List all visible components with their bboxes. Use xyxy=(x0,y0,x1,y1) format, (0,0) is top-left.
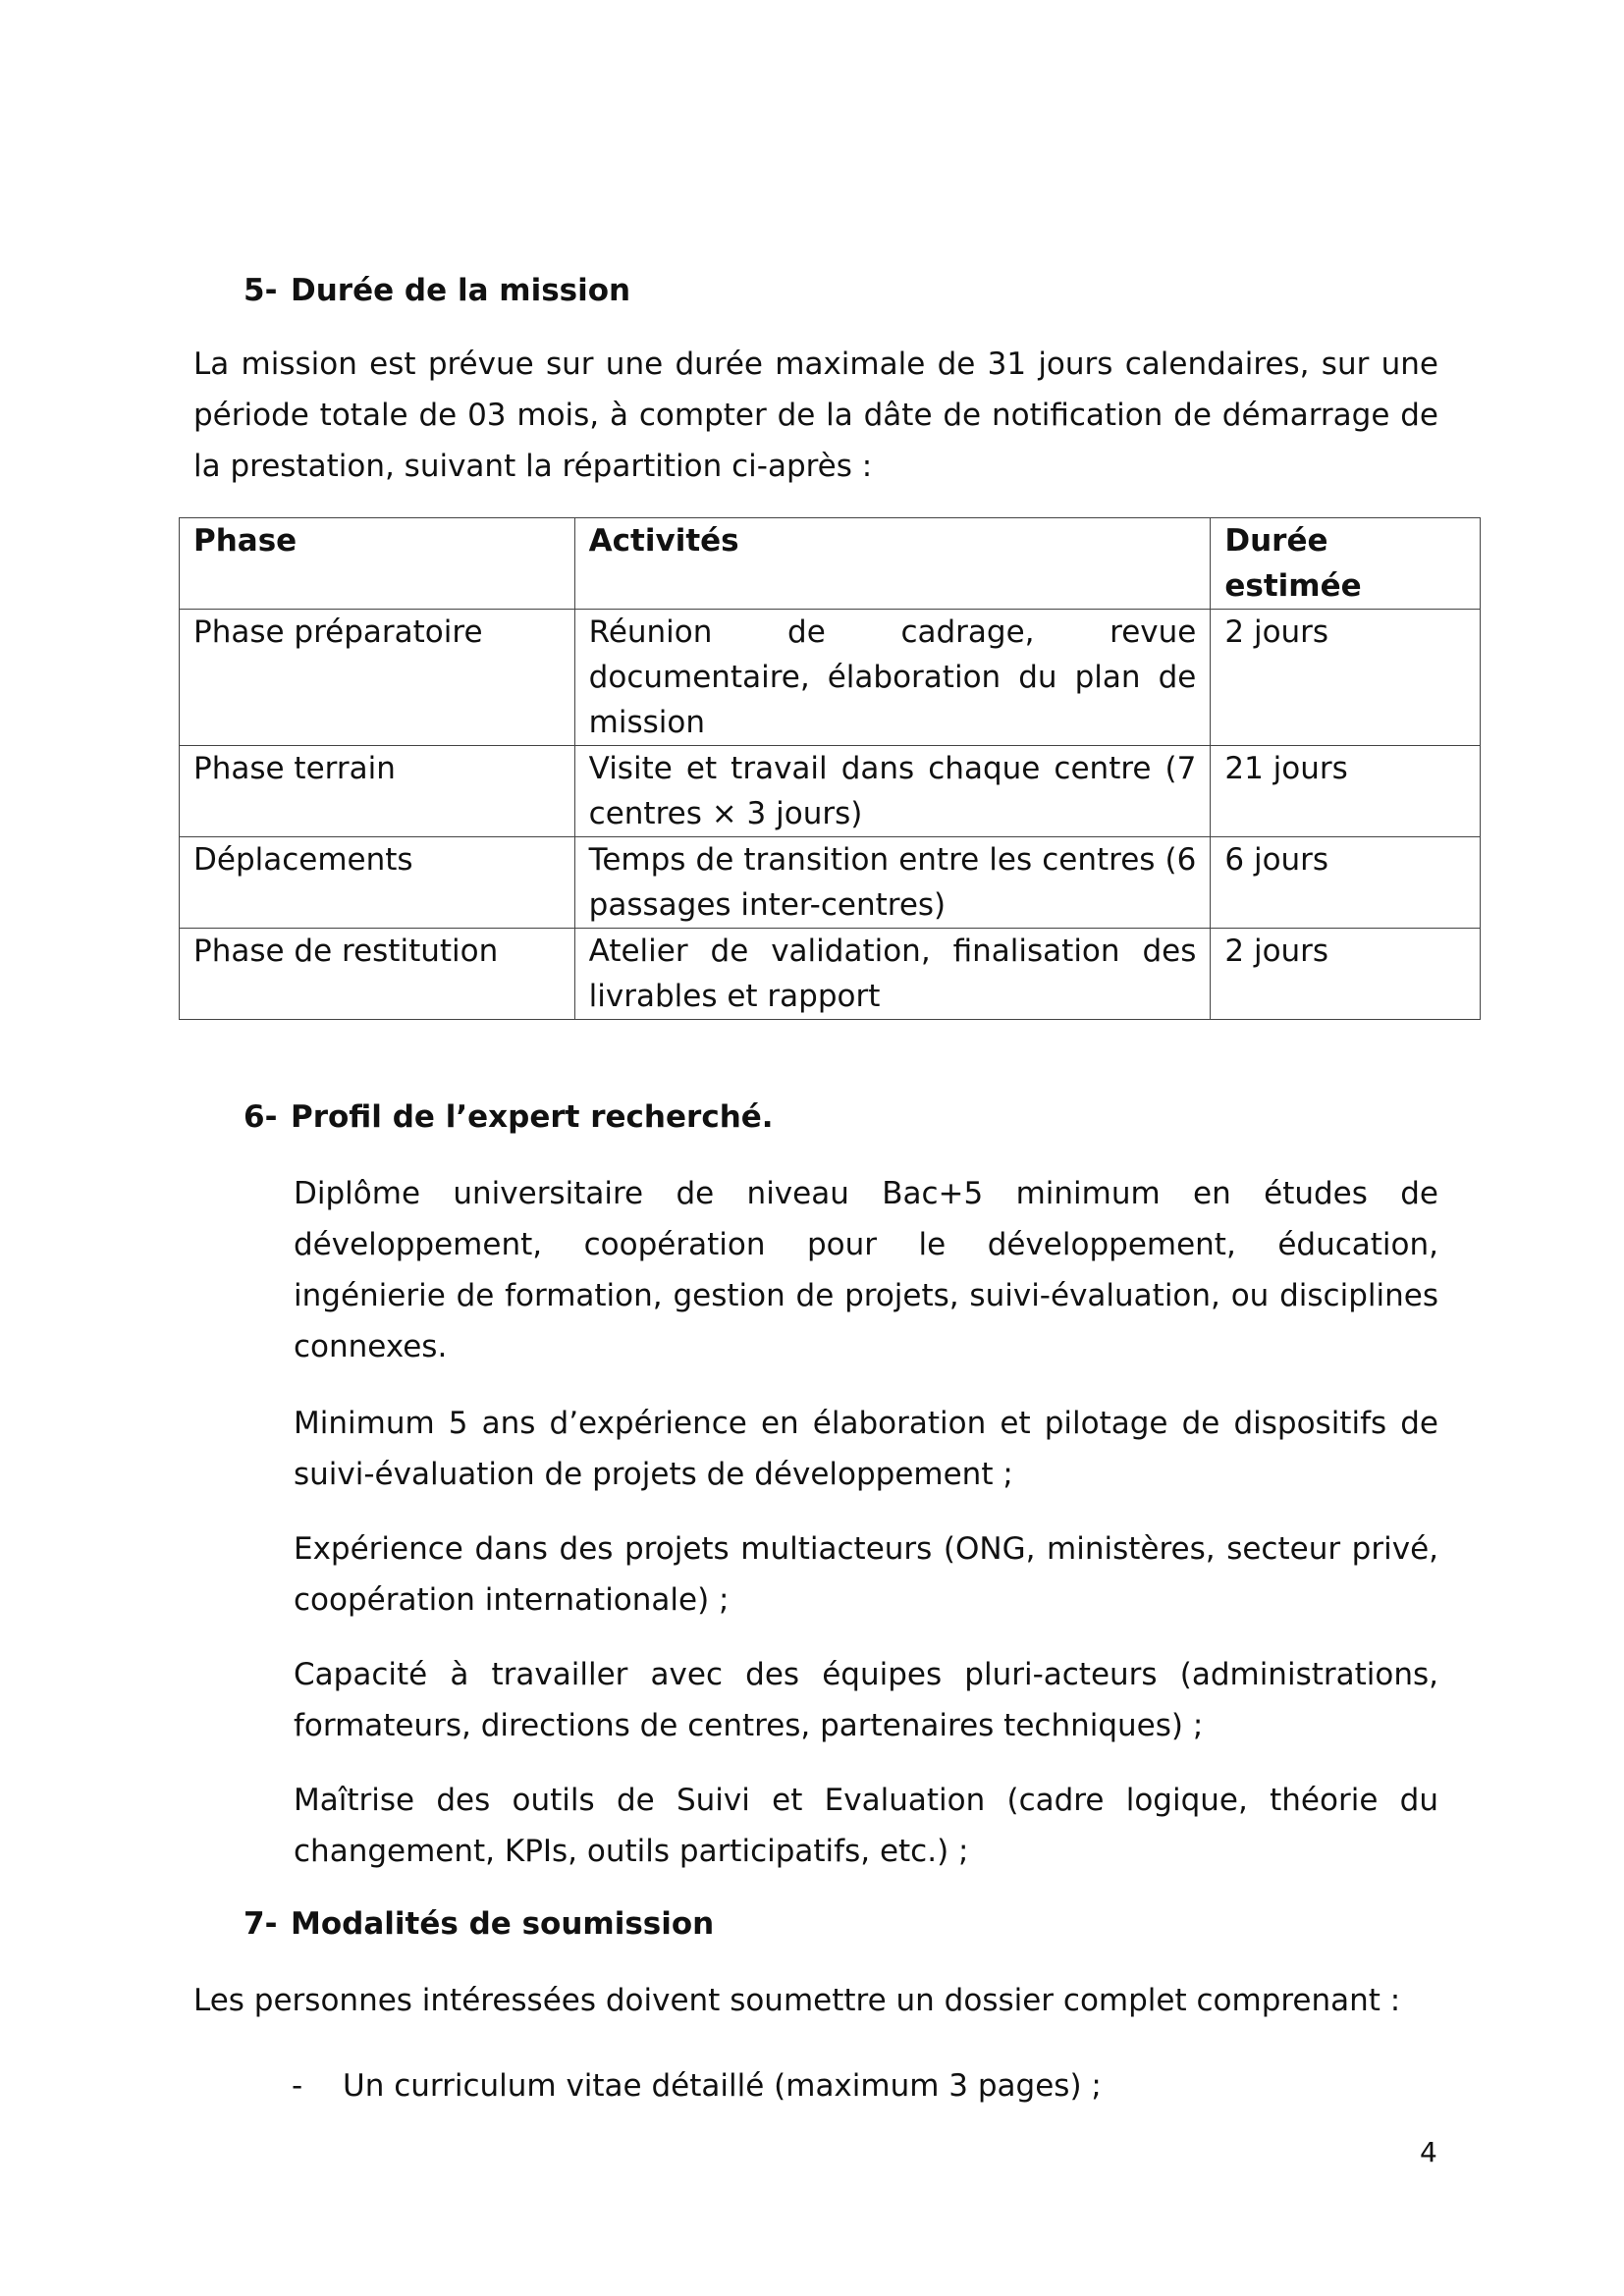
header-duree: Durée estimée xyxy=(1211,518,1481,610)
cell-activites: Temps de transition entre les centres (6 passages inter-centres) xyxy=(574,837,1211,929)
profile-paragraph: Minimum 5 ans d’expérience en élaboration et pilotage de dispositifs de suivi-évaluation de projets de développement ; xyxy=(294,1406,1438,1492)
table-row xyxy=(180,746,1481,837)
table-row xyxy=(180,929,1481,1020)
cell-phase: Déplacements xyxy=(180,837,575,929)
cell-activites: Atelier de validation, finalisation des livrables et rapport xyxy=(574,929,1211,1020)
cell-duree: 2 jours xyxy=(1211,610,1481,746)
profile-paragraph: Capacité à travailler avec des équipes pluri-acteurs (administrations, formateurs, directions de centres, partenaires techniques) ; xyxy=(294,1657,1438,1743)
section-7-heading xyxy=(244,1904,714,1944)
profile-paragraph: Expérience dans des projets multiacteurs (ONG, ministères, secteur privé, coopération internationale) ; xyxy=(294,1531,1438,1618)
table-row xyxy=(180,610,1481,746)
table-header-row xyxy=(180,518,1481,610)
cell-activites: Visite et travail dans chaque centre (7 centres × 3 jours) xyxy=(574,746,1211,837)
section-7-number: 7- xyxy=(244,1906,278,1942)
section-5-number: 5- xyxy=(244,273,278,308)
page-number: 4 xyxy=(1420,2136,1437,2168)
cell-phase: Phase de restitution xyxy=(180,929,575,1020)
cell-duree: 21 jours xyxy=(1211,746,1481,837)
section-7-title: Modalités de soumission xyxy=(291,1906,715,1942)
bullet-marker: - xyxy=(292,2068,303,2104)
cell-activites: Réunion de cadrage, revue documentaire, élaboration du plan de mission xyxy=(574,610,1211,746)
table-row xyxy=(180,837,1481,929)
header-phase: Phase xyxy=(180,518,575,610)
cell-duree: 2 jours xyxy=(1211,929,1481,1020)
section-6-title: Profil de l’expert recherché. xyxy=(291,1099,774,1135)
header-activites: Activités xyxy=(574,518,1211,610)
section-6-number: 6- xyxy=(244,1099,278,1135)
bullet-text: Un curriculum vitae détaillé (maximum 3 pages) ; xyxy=(343,2068,1102,2104)
cell-phase: Phase terrain xyxy=(180,746,575,837)
section-5-title: Durée de la mission xyxy=(291,273,631,308)
cell-duree: 6 jours xyxy=(1211,837,1481,929)
section-5-heading xyxy=(244,271,630,310)
section-5-intro: La mission est prévue sur une durée maximale de 31 jours calendaires, sur une période totale de 03 mois, à compter de la dâte de notification de démarrage de la prestation, suivant la répartition ci-après : xyxy=(193,347,1438,484)
section-6-heading xyxy=(244,1097,774,1137)
mission-duration-table xyxy=(179,517,1481,1020)
section-7-intro: Les personnes intéressées doivent soumettre un dossier complet comprenant : xyxy=(193,1983,1401,2018)
list-item xyxy=(292,2066,1102,2106)
cell-phase: Phase préparatoire xyxy=(180,610,575,746)
profile-paragraph: Maîtrise des outils de Suivi et Evaluation (cadre logique, théorie du changement, KPIs, outils participatifs, etc.) ; xyxy=(294,1783,1438,1869)
profile-paragraph: Diplôme universitaire de niveau Bac+5 minimum en études de développement, coopération pour le développement, éducation, ingénierie de formation, gestion de projets, suivi-évaluation, ou disciplines connexes. xyxy=(294,1176,1438,1364)
